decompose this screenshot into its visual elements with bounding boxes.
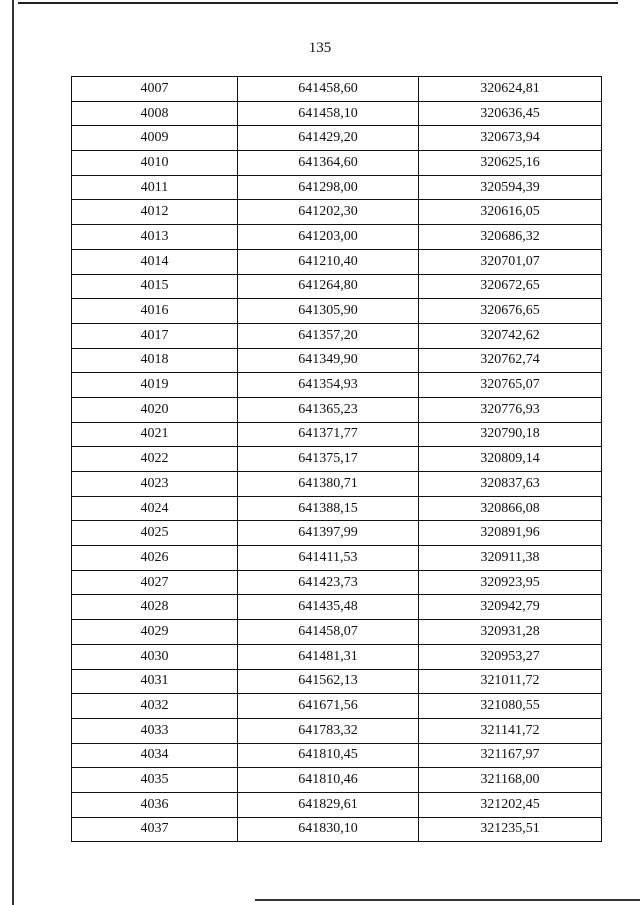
table-row [72, 743, 602, 768]
point-number-cell: 4028 [72, 595, 238, 620]
y-coordinate-cell: 320624,81 [419, 77, 602, 102]
table-row [72, 323, 602, 348]
table-row [72, 817, 602, 842]
point-number-cell: 4009 [72, 126, 238, 151]
x-coordinate-cell: 641264,80 [238, 274, 419, 299]
y-coordinate-cell: 320776,93 [419, 397, 602, 422]
y-coordinate-cell: 320742,62 [419, 323, 602, 348]
table-row [72, 126, 602, 151]
coordinates-table [71, 76, 602, 842]
point-number-cell: 4037 [72, 817, 238, 842]
y-coordinate-cell: 321235,51 [419, 817, 602, 842]
point-number-cell: 4036 [72, 792, 238, 817]
table-row [72, 373, 602, 398]
x-coordinate-cell: 641210,40 [238, 249, 419, 274]
point-number-cell: 4033 [72, 718, 238, 743]
point-number-cell: 4015 [72, 274, 238, 299]
y-coordinate-cell: 321141,72 [419, 718, 602, 743]
point-number-cell: 4023 [72, 472, 238, 497]
point-number-cell: 4008 [72, 101, 238, 126]
y-coordinate-cell: 320790,18 [419, 422, 602, 447]
y-coordinate-cell: 320891,96 [419, 521, 602, 546]
page-top-edge-line [18, 2, 618, 4]
point-number-cell: 4007 [72, 77, 238, 102]
point-number-cell: 4012 [72, 200, 238, 225]
point-number-cell: 4032 [72, 694, 238, 719]
x-coordinate-cell: 641671,56 [238, 694, 419, 719]
point-number-cell: 4017 [72, 323, 238, 348]
x-coordinate-cell: 641429,20 [238, 126, 419, 151]
x-coordinate-cell: 641305,90 [238, 299, 419, 324]
y-coordinate-cell: 320911,38 [419, 546, 602, 571]
point-number-cell: 4013 [72, 225, 238, 250]
point-number-cell: 4018 [72, 348, 238, 373]
x-coordinate-cell: 641365,23 [238, 397, 419, 422]
table-row [72, 447, 602, 472]
point-number-cell: 4034 [72, 743, 238, 768]
x-coordinate-cell: 641357,20 [238, 323, 419, 348]
y-coordinate-cell: 321168,00 [419, 768, 602, 793]
table-row [72, 718, 602, 743]
table-row [72, 225, 602, 250]
table-row [72, 644, 602, 669]
table-row [72, 299, 602, 324]
y-coordinate-cell: 320765,07 [419, 373, 602, 398]
x-coordinate-cell: 641375,17 [238, 447, 419, 472]
point-number-cell: 4030 [72, 644, 238, 669]
y-coordinate-cell: 320953,27 [419, 644, 602, 669]
y-coordinate-cell: 320809,14 [419, 447, 602, 472]
table-row [72, 77, 602, 102]
x-coordinate-cell: 641481,31 [238, 644, 419, 669]
x-coordinate-cell: 641810,46 [238, 768, 419, 793]
y-coordinate-cell: 320625,16 [419, 151, 602, 176]
page-bottom-edge-line [255, 899, 640, 901]
point-number-cell: 4031 [72, 669, 238, 694]
table-row [72, 768, 602, 793]
table-row [72, 521, 602, 546]
y-coordinate-cell: 320866,08 [419, 496, 602, 521]
point-number-cell: 4019 [72, 373, 238, 398]
point-number-cell: 4025 [72, 521, 238, 546]
y-coordinate-cell: 321080,55 [419, 694, 602, 719]
x-coordinate-cell: 641435,48 [238, 595, 419, 620]
x-coordinate-cell: 641298,00 [238, 175, 419, 200]
point-number-cell: 4029 [72, 620, 238, 645]
y-coordinate-cell: 320942,79 [419, 595, 602, 620]
y-coordinate-cell: 320672,65 [419, 274, 602, 299]
x-coordinate-cell: 641202,30 [238, 200, 419, 225]
x-coordinate-cell: 641810,45 [238, 743, 419, 768]
x-coordinate-cell: 641783,32 [238, 718, 419, 743]
point-number-cell: 4021 [72, 422, 238, 447]
x-coordinate-cell: 641830,10 [238, 817, 419, 842]
table-row [72, 595, 602, 620]
table-row [72, 274, 602, 299]
table-row [72, 669, 602, 694]
x-coordinate-cell: 641423,73 [238, 570, 419, 595]
x-coordinate-cell: 641388,15 [238, 496, 419, 521]
table-row [72, 151, 602, 176]
table-row [72, 620, 602, 645]
table-row [72, 200, 602, 225]
x-coordinate-cell: 641458,60 [238, 77, 419, 102]
x-coordinate-cell: 641364,60 [238, 151, 419, 176]
point-number-cell: 4010 [72, 151, 238, 176]
y-coordinate-cell: 320931,28 [419, 620, 602, 645]
x-coordinate-cell: 641562,13 [238, 669, 419, 694]
table-row [72, 101, 602, 126]
point-number-cell: 4035 [72, 768, 238, 793]
x-coordinate-cell: 641411,53 [238, 546, 419, 571]
point-number-cell: 4027 [72, 570, 238, 595]
coordinates-table-container [71, 76, 598, 842]
x-coordinate-cell: 641829,61 [238, 792, 419, 817]
table-row [72, 792, 602, 817]
point-number-cell: 4016 [72, 299, 238, 324]
point-number-cell: 4011 [72, 175, 238, 200]
x-coordinate-cell: 641349,90 [238, 348, 419, 373]
table-row [72, 546, 602, 571]
table-row [72, 570, 602, 595]
y-coordinate-cell: 320686,32 [419, 225, 602, 250]
y-coordinate-cell: 321167,97 [419, 743, 602, 768]
table-row [72, 348, 602, 373]
y-coordinate-cell: 320673,94 [419, 126, 602, 151]
page-left-edge-line [12, 0, 14, 905]
x-coordinate-cell: 641397,99 [238, 521, 419, 546]
x-coordinate-cell: 641458,07 [238, 620, 419, 645]
y-coordinate-cell: 320762,74 [419, 348, 602, 373]
y-coordinate-cell: 320701,07 [419, 249, 602, 274]
table-row [72, 496, 602, 521]
y-coordinate-cell: 320616,05 [419, 200, 602, 225]
table-row [72, 422, 602, 447]
y-coordinate-cell: 321011,72 [419, 669, 602, 694]
table-row [72, 694, 602, 719]
coordinates-table-body [72, 77, 602, 842]
y-coordinate-cell: 320923,95 [419, 570, 602, 595]
x-coordinate-cell: 641354,93 [238, 373, 419, 398]
point-number-cell: 4022 [72, 447, 238, 472]
y-coordinate-cell: 320636,45 [419, 101, 602, 126]
table-row [72, 175, 602, 200]
y-coordinate-cell: 320676,65 [419, 299, 602, 324]
table-row [72, 249, 602, 274]
table-row [72, 472, 602, 497]
point-number-cell: 4024 [72, 496, 238, 521]
x-coordinate-cell: 641371,77 [238, 422, 419, 447]
y-coordinate-cell: 320837,63 [419, 472, 602, 497]
y-coordinate-cell: 320594,39 [419, 175, 602, 200]
point-number-cell: 4020 [72, 397, 238, 422]
x-coordinate-cell: 641380,71 [238, 472, 419, 497]
point-number-cell: 4014 [72, 249, 238, 274]
y-coordinate-cell: 321202,45 [419, 792, 602, 817]
page-number: 135 [308, 40, 332, 56]
point-number-cell: 4026 [72, 546, 238, 571]
table-row [72, 397, 602, 422]
x-coordinate-cell: 641458,10 [238, 101, 419, 126]
x-coordinate-cell: 641203,00 [238, 225, 419, 250]
